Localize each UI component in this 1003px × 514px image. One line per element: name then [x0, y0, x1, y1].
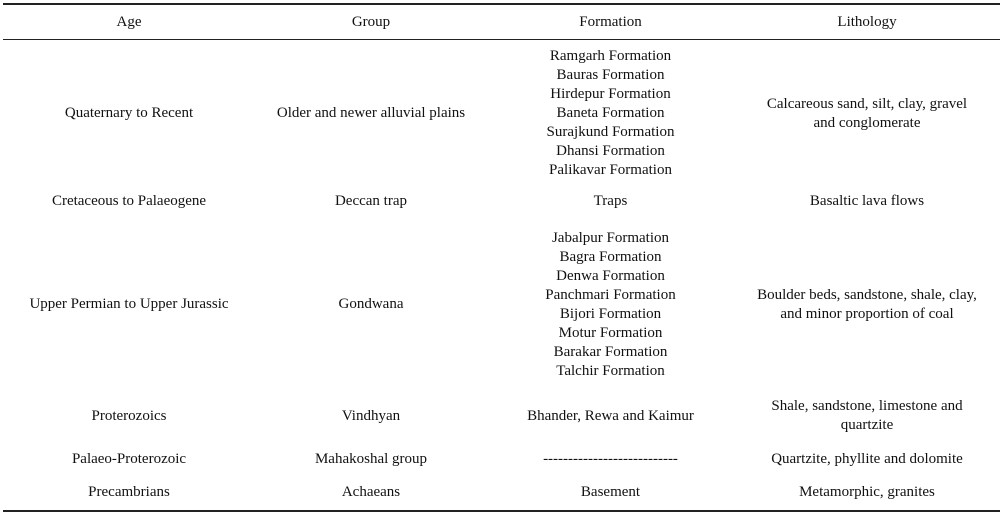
age-cell: Cretaceous to Palaeogene [51, 192, 207, 209]
table-row [3, 190, 1000, 212]
formation-item: Panchmari Formation [545, 286, 676, 303]
formation-item: --------------------------- [543, 450, 678, 467]
table-row [3, 46, 1000, 181]
formation-item: Hirdepur Formation [550, 86, 671, 102]
formation-cell [487, 481, 734, 503]
formation-item: Traps [593, 192, 628, 209]
formation-item: Motur Formation [558, 324, 663, 341]
formation-cell [487, 227, 734, 382]
formation-cell [487, 448, 734, 470]
formation-cell [487, 46, 734, 181]
age-cell: Quaternary to Recent [64, 105, 194, 121]
table-bottom-rule [3, 510, 1000, 512]
lithology-line: Boulder beds, sandstone, shale, clay, [757, 286, 977, 303]
lithology-line: Metamorphic, granites [799, 483, 935, 500]
table-row [3, 227, 1000, 382]
group-cell: Older and newer alluvial plains [276, 105, 466, 121]
age-cell: Proterozoics [91, 407, 167, 424]
group-cell: Gondwana [338, 296, 404, 312]
lithology-cell [734, 190, 1000, 212]
age-cell: Precambrians [88, 483, 170, 500]
formation-item: Barakar Formation [553, 343, 668, 360]
formation-item: Jabalpur Formation [551, 229, 670, 246]
group-cell: Vindhyan [341, 407, 401, 424]
table-row [3, 448, 1000, 470]
lithology-line: Calcareous sand, silt, clay, gravel [766, 95, 968, 112]
formation-item: Baneta Formation [556, 105, 665, 121]
formation-item: Basement [580, 483, 641, 500]
lithology-line: and minor proportion of coal [780, 305, 954, 322]
formation-item: Palikavar Formation [549, 162, 672, 178]
lithology-cell [734, 448, 1000, 470]
lithology-cell [734, 396, 1000, 436]
lithology-line: Basaltic lava flows [809, 192, 925, 209]
formation-item: Surajkund Formation [546, 124, 675, 140]
header-lithology: Lithology [837, 13, 897, 30]
formation-item: Bagra Formation [559, 248, 662, 265]
lithology-cell [734, 227, 1000, 382]
table-row [3, 396, 1000, 436]
table-header-row [3, 5, 1000, 39]
formation-item: Bauras Formation [556, 67, 665, 83]
age-cell: Palaeo-Proterozoic [71, 450, 187, 467]
lithology-line: and conglomerate [813, 114, 921, 131]
formation-item: Denwa Formation [556, 267, 665, 284]
formation-item: Dhansi Formation [556, 143, 665, 159]
lithology-cell [734, 481, 1000, 503]
header-age: Age [116, 13, 142, 30]
group-cell: Achaeans [341, 483, 401, 500]
lithology-line: quartzite [840, 417, 894, 433]
formation-item: Ramgarh Formation [549, 48, 672, 64]
formation-cell [487, 190, 734, 212]
formation-item: Bhander, Rewa and Kaimur [527, 407, 694, 424]
formation-cell [487, 396, 734, 436]
age-cell: Upper Permian to Upper Jurassic [29, 296, 229, 312]
lithology-line: Shale, sandstone, limestone and [771, 398, 963, 414]
header-group: Group [351, 13, 391, 30]
header-formation: Formation [579, 13, 642, 30]
lithology-cell [734, 46, 1000, 181]
formation-item: Bijori Formation [559, 305, 662, 322]
table-header-rule [3, 39, 1000, 40]
group-cell: Deccan trap [334, 192, 408, 209]
group-cell: Mahakoshal group [314, 450, 428, 467]
table-row [3, 481, 1000, 503]
formation-item: Talchir Formation [556, 362, 665, 379]
lithology-line: Quartzite, phyllite and dolomite [771, 450, 963, 467]
